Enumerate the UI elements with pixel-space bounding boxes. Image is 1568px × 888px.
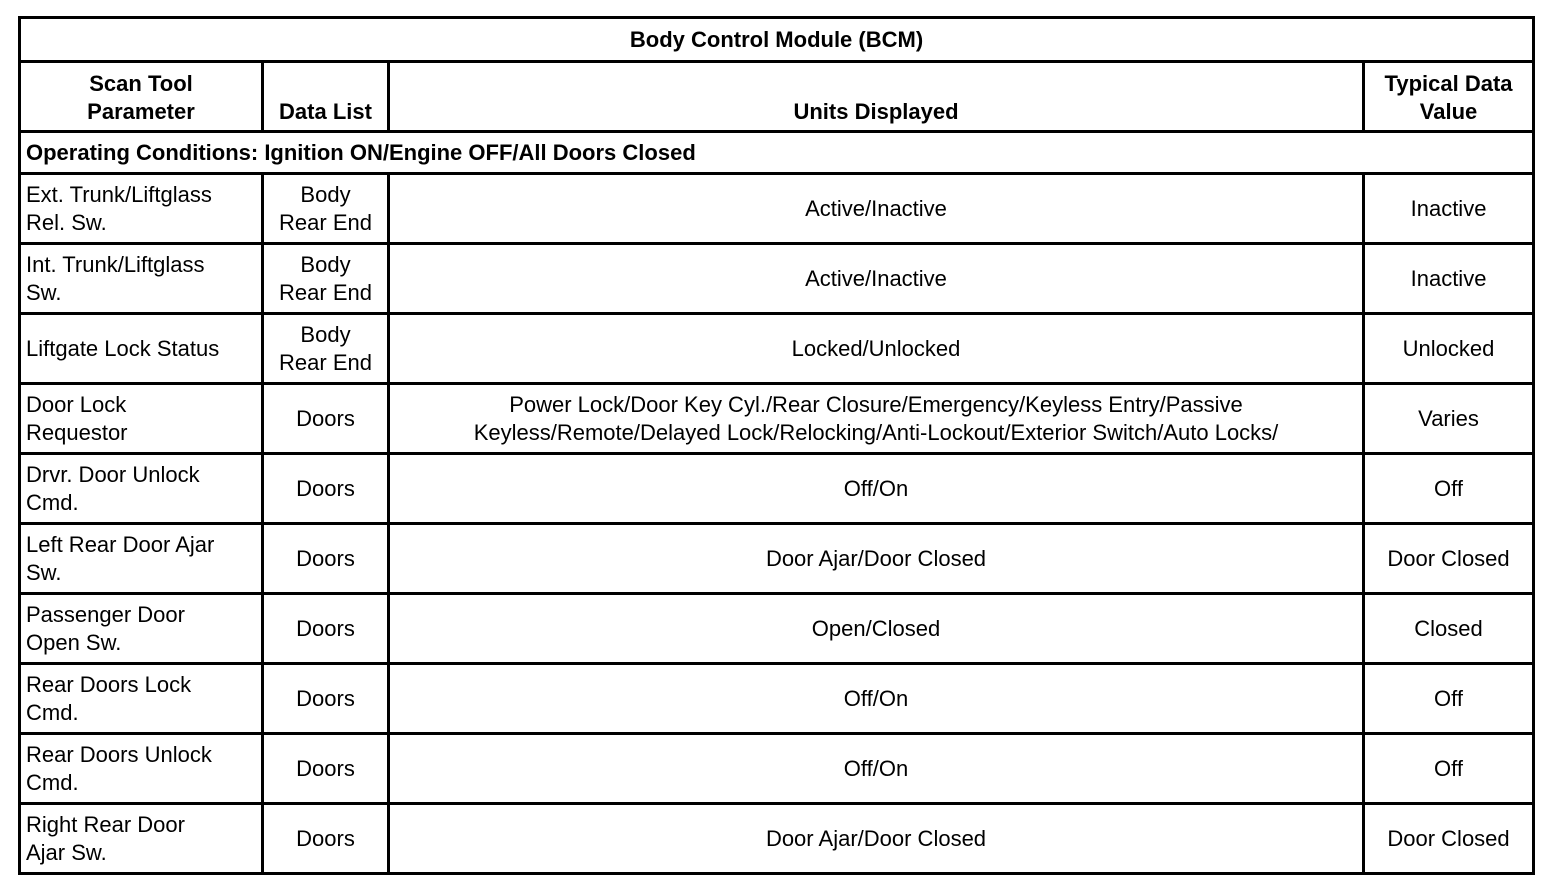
cell-typical-value: Varies	[1364, 384, 1534, 454]
column-header-row	[20, 62, 1534, 132]
cell-typical-value: Off	[1364, 454, 1534, 524]
cell-data-list-line: Doors	[296, 825, 355, 851]
cell-typical-value: Inactive	[1364, 244, 1534, 314]
cell-data-list-line: Doors	[296, 405, 355, 431]
cell-typical-value: Off	[1364, 734, 1534, 804]
cell-parameter	[20, 594, 263, 664]
cell-typical-value: Door Closed	[1364, 524, 1534, 594]
cell-units-displayed-line: Off/On	[843, 685, 909, 711]
cell-units-displayed-line: Active/Inactive	[805, 195, 947, 221]
cell-data-list	[263, 384, 389, 454]
cell-data-list	[263, 174, 389, 244]
cell-data-list-line: Doors	[296, 755, 355, 781]
operating-conditions-row	[20, 132, 1534, 174]
cell-units-displayed-line: Off/On	[843, 755, 909, 781]
header-typical-data-value	[1364, 62, 1534, 132]
cell-units-displayed-line: Power Lock/Door Key Cyl./Rear Closure/Emergency/Keyless Entry/Passive	[509, 391, 1243, 417]
cell-units-displayed	[389, 314, 1364, 384]
cell-parameter	[20, 244, 263, 314]
cell-parameter	[20, 664, 263, 734]
table-row	[20, 664, 1534, 734]
cell-data-list-line: Rear End	[279, 209, 372, 235]
cell-units-displayed	[389, 664, 1364, 734]
cell-typical-value: Closed	[1364, 594, 1534, 664]
cell-parameter-line: Int. Trunk/Liftglass	[26, 251, 205, 277]
bcm-data-table	[18, 16, 1535, 875]
cell-typical-value: Unlocked	[1364, 314, 1534, 384]
cell-data-list	[263, 454, 389, 524]
cell-parameter-line: Sw.	[26, 559, 62, 585]
cell-data-list	[263, 594, 389, 664]
cell-parameter-line: Rear Doors Lock	[26, 671, 192, 697]
cell-parameter	[20, 384, 263, 454]
cell-units-displayed-line: Keyless/Remote/Delayed Lock/Relocking/Anti-Lockout/Exterior Switch/Auto Locks/	[473, 419, 1279, 445]
cell-parameter-line: Drvr. Door Unlock	[26, 461, 200, 487]
table-title-row	[20, 18, 1534, 62]
cell-data-list	[263, 734, 389, 804]
cell-parameter	[20, 524, 263, 594]
cell-data-list-line: Doors	[296, 475, 355, 501]
header-param-line2: Parameter	[87, 99, 195, 124]
cell-data-list-line: Doors	[296, 615, 355, 641]
cell-parameter-line: Rel. Sw.	[26, 209, 107, 235]
cell-units-displayed-line: Door Ajar/Door Closed	[765, 545, 987, 571]
cell-parameter-line: Rear Doors Unlock	[26, 741, 212, 767]
cell-units-displayed	[389, 244, 1364, 314]
cell-parameter-line: Door Lock	[26, 391, 127, 417]
cell-parameter-line: Cmd.	[26, 489, 79, 515]
cell-parameter	[20, 314, 263, 384]
cell-units-displayed	[389, 594, 1364, 664]
cell-parameter	[20, 174, 263, 244]
table-row	[20, 174, 1534, 244]
cell-units-displayed	[389, 734, 1364, 804]
cell-data-list-line: Rear End	[279, 349, 372, 375]
table-row	[20, 524, 1534, 594]
cell-units-displayed-line: Locked/Unlocked	[791, 335, 961, 361]
table-row	[20, 244, 1534, 314]
cell-data-list	[263, 244, 389, 314]
cell-data-list-line: Body	[300, 181, 351, 207]
cell-units-displayed	[389, 384, 1364, 454]
cell-typical-value: Off	[1364, 664, 1534, 734]
header-data-list: Data List	[263, 62, 389, 132]
table-row	[20, 734, 1534, 804]
header-value-line2: Value	[1419, 99, 1478, 124]
cell-data-list-line: Doors	[296, 685, 355, 711]
cell-parameter	[20, 734, 263, 804]
cell-units-displayed-line: Door Ajar/Door Closed	[765, 825, 987, 851]
cell-parameter-line: Right Rear Door	[26, 811, 185, 837]
cell-units-displayed	[389, 454, 1364, 524]
cell-parameter-line: Requestor	[26, 419, 128, 445]
table-row	[20, 804, 1534, 874]
cell-units-displayed	[389, 524, 1364, 594]
table-body	[20, 174, 1534, 874]
cell-parameter-line: Cmd.	[26, 769, 79, 795]
cell-data-list-line: Doors	[296, 545, 355, 571]
header-units-displayed: Units Displayed	[389, 62, 1364, 132]
table-title: Body Control Module (BCM)	[20, 18, 1534, 62]
cell-parameter	[20, 804, 263, 874]
header-value-line1: Typical Data	[1384, 71, 1513, 96]
cell-parameter-line: Liftgate Lock Status	[26, 335, 220, 361]
cell-data-list	[263, 804, 389, 874]
cell-units-displayed-line: Off/On	[843, 475, 909, 501]
header-scan-tool-parameter	[20, 62, 263, 132]
cell-units-displayed-line: Open/Closed	[811, 615, 941, 641]
cell-data-list-line: Body	[300, 251, 351, 277]
header-param-line1: Scan Tool	[89, 71, 193, 96]
cell-parameter-line: Ajar Sw.	[26, 839, 107, 865]
table-row	[20, 594, 1534, 664]
cell-parameter-line: Passenger Door	[26, 601, 185, 627]
cell-parameter-line: Ext. Trunk/Liftglass	[26, 181, 212, 207]
cell-parameter-line: Left Rear Door Ajar	[26, 531, 215, 557]
cell-data-list-line: Rear End	[279, 279, 372, 305]
cell-data-list-line: Body	[300, 321, 351, 347]
cell-units-displayed	[389, 804, 1364, 874]
cell-data-list	[263, 664, 389, 734]
cell-parameter-line: Sw.	[26, 279, 62, 305]
cell-parameter-line: Open Sw.	[26, 629, 122, 655]
cell-parameter	[20, 454, 263, 524]
cell-data-list	[263, 314, 389, 384]
cell-units-displayed-line: Active/Inactive	[805, 265, 947, 291]
table-row	[20, 384, 1534, 454]
table-row	[20, 314, 1534, 384]
cell-parameter-line: Cmd.	[26, 699, 79, 725]
cell-typical-value: Inactive	[1364, 174, 1534, 244]
cell-typical-value: Door Closed	[1364, 804, 1534, 874]
operating-conditions: Operating Conditions: Ignition ON/Engine OFF/All Doors Closed	[20, 132, 1534, 174]
table-row	[20, 454, 1534, 524]
cell-units-displayed	[389, 174, 1364, 244]
cell-data-list	[263, 524, 389, 594]
